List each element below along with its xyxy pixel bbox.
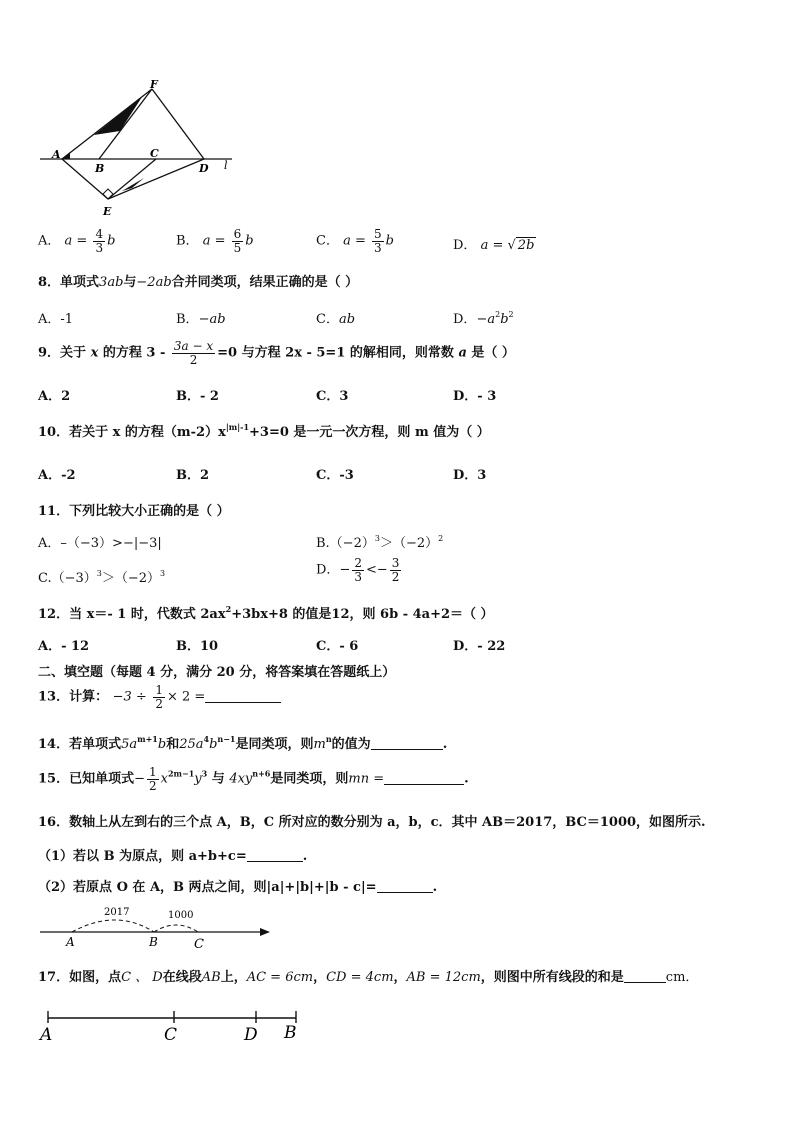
q17: 17．如图，点C 、 D在线段AB上，AC = 6cm，CD = 4cm，AB = 12cm，则图中所有线段的和是 cm． [38,970,699,985]
q13-fraction: $\frac{1}{2}$ [155,683,163,711]
q7-option-b: B． a = $\frac{6}{5}$ b [176,227,254,255]
q10-option-c: C．-3 [316,468,354,483]
label-D: D [244,1025,258,1045]
label-E: E [103,205,112,218]
q15-answer-blank[interactable] [384,772,464,785]
q13-answer-blank[interactable] [205,690,281,703]
q14-answer-blank[interactable] [371,737,443,750]
q9-option-d: D．- 3 [453,389,497,404]
q9-option-a: A．2 [38,389,71,404]
q10-stem: 10．若关于 x 的方程$(m-2)x^{|m|-1}+3=0$ 是一元一次方程，则 m 值为（ ） [38,422,490,440]
q12-option-a: A．- 12 [38,639,90,654]
q7-option-c: C． a = $\frac{5}{3}$ b [316,227,394,255]
q8-stem: 8．单项式3ab与−2ab合并同类项，结果正确的是（ ） [38,275,359,290]
q7-c-fraction: $\frac{5}{3}$ [374,227,382,255]
q11-stem: 11．下列比较大小正确的是（ ） [38,504,230,519]
q11-option-b: $B.(-2)^3>(-2)^2$ [316,534,444,551]
segment-figure [38,1008,304,1046]
q11-option-d: D．− $\frac{2}{3}$ <− $\frac{3}{2}$ [316,556,400,584]
q7-option-d: D． a = √ 2b [453,238,535,253]
q11-option-c: $C.(-3)^3>(-2)^3$ [38,569,166,586]
q11-d-fraction-1: $\frac{2}{3}$ [354,556,362,584]
q7-option-a: A． a = $\frac{4}{3}$ b [38,227,116,255]
q12-option-b: B．10 [176,639,219,654]
geometry-figure [36,78,246,220]
q9-fraction: $\frac{3a - x}{2}$ [173,339,214,367]
q8-option-a: A．-1 [38,312,74,327]
q10-option-d: D．3 [453,468,487,483]
label-C: C [150,147,159,160]
q9-option-c: C．3 [316,389,349,404]
label-F: F [150,78,158,91]
q15: 15．已知单项式− $\frac{1}{2}$ $x^{2m-1}y^3$ 与 $4xy^{n+6}$是同类项，则mn = . [38,765,469,793]
q8-option-d: D．$-a^2b^2$ [453,310,514,327]
q8-option-c: C．ab [316,312,356,327]
label-B: B [95,162,105,175]
q11-d-fraction-2: $\frac{3}{2}$ [391,556,400,584]
q17-answer-blank[interactable] [624,970,666,983]
label-B: B [149,935,158,949]
q12-option-c: C．- 6 [316,639,359,654]
label-ab-distance: 2017 [104,907,130,918]
q14: 14．若单项式$5a^{m+1}b$和$25a^4b^{n-1}$是同类项，则$m^n$的值为 . [38,734,448,752]
q9-stem: 9．关于 x 的方程 3 - $\frac{3a - x}{2}$ =0 与方程 2x - 5=1 的解相同，则常数 a 是（ ） [38,339,515,367]
q7-b-fraction: $\frac{6}{5}$ [233,227,242,255]
label-C: C [194,937,204,952]
q10-option-a: A．-2 [38,468,76,483]
label-A: A [66,935,75,949]
label-l: l [224,159,228,172]
q16-p2-answer-blank[interactable] [377,880,433,893]
label-B: B [284,1023,297,1043]
q16-part-1: （1）若以 B 为原点，则 a+b+c= . [38,849,308,864]
q10-option-b: B．2 [176,468,210,483]
label-A: A [40,1025,53,1045]
number-line-figure [38,902,274,954]
q12-stem: 12．当 x＝- 1 时，代数式 $2ax^2+3bx+8$ 的值是12，则 6b - 4a+2＝（ ） [38,604,494,622]
q11-option-a: A．–（−3）>−|−3| [38,536,162,551]
q16-part-2: （2）若原点 O 在 A，B 两点之间，则|a|+|b|+|b - c|= . [38,880,438,895]
q16-stem: 16．数轴上从左到右的三个点 A，B，C 所对应的数分别为 a，b，c．其中 AB＝2017，BC＝1000，如图所示. [38,815,706,830]
label-D: D [199,162,209,175]
q12-option-d: D．- 22 [453,639,506,654]
q7-a-fraction: $\frac{4}{3}$ [95,227,104,255]
q13: 13．计算： −3 ÷ $\frac{1}{2}$ × 2 = [38,684,281,710]
q15-fraction: $\frac{1}{2}$ [149,765,157,793]
q16-p1-answer-blank[interactable] [247,849,303,862]
label-A: A [52,148,61,161]
label-C: C [164,1025,178,1045]
q9-option-b: B．- 2 [176,389,219,404]
label-bc-distance: 1000 [168,910,194,921]
sqrt-sign: √ [507,238,516,253]
q8-option-b: B．−ab [176,312,226,327]
section-2-title: 二、填空题（每题 4 分，满分 20 分，将答案填在答题纸上） [38,665,396,680]
